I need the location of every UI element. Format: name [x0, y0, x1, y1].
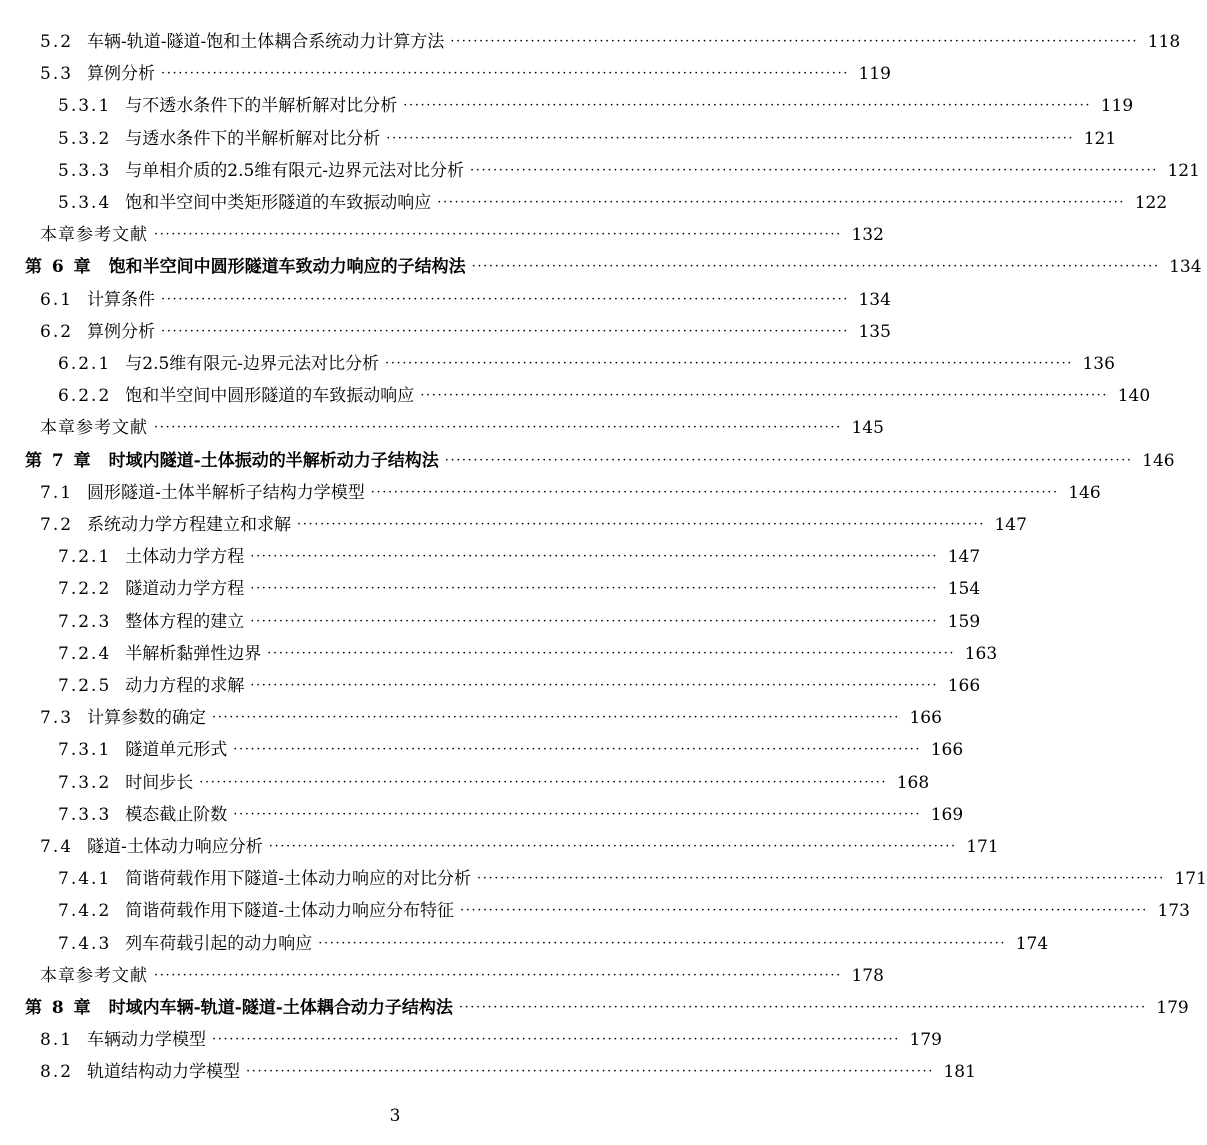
dot-leader: ························································································································: [460, 903, 1148, 919]
toc-section[interactable]: [0, 320, 891, 344]
toc-title: 与单相介质的2.5维有限元-边界元法对比分析: [125, 160, 465, 181]
toc-page: 121: [1083, 128, 1117, 149]
toc-title: 简谐荷载作用下隧道-土体动力响应的对比分析: [125, 869, 472, 890]
toc-number: 7.4.2: [58, 901, 112, 922]
toc-number: 7.4.3: [58, 933, 112, 954]
toc-page: 119: [1100, 96, 1134, 117]
toc-page: 122: [1134, 193, 1168, 213]
dot-leader: ························································································································: [250, 678, 939, 693]
toc-title: 本章参考文献: [40, 418, 148, 439]
toc-section[interactable]: [0, 1028, 942, 1052]
toc-page: 140: [1117, 386, 1151, 407]
page-number: 3: [389, 1106, 401, 1126]
toc-section[interactable]: [0, 867, 1207, 891]
toc-page: 136: [1082, 354, 1115, 374]
toc-page: 135: [858, 321, 891, 342]
toc-page: 168: [896, 772, 930, 793]
toc-number: 5.3.3: [58, 160, 112, 181]
toc-section[interactable]: [0, 674, 981, 698]
toc-number: 5.3.4: [58, 193, 112, 213]
toc-title: 饱和半空间中类矩形隧道的车致振动响应: [125, 193, 432, 213]
dot-leader: ························································································································: [246, 1064, 934, 1080]
toc-section[interactable]: [0, 835, 999, 859]
toc-page: 159: [947, 611, 981, 632]
dot-leader: ························································································································: [199, 774, 888, 790]
toc-title: 土体动力学方程: [125, 547, 245, 568]
toc-title: 简谐荷载作用下隧道-土体动力响应分布特征: [125, 901, 455, 922]
toc-title: 隧道动力学方程: [125, 579, 245, 600]
toc-chapter[interactable]: [0, 255, 1202, 279]
dot-leader: ························································································································: [267, 645, 956, 661]
toc-title: 隧道-土体动力响应分析: [87, 837, 263, 857]
toc-page: 181: [943, 1062, 976, 1083]
toc-page: 147: [994, 515, 1027, 535]
toc-chapter[interactable]: [0, 449, 1175, 473]
toc-number: 第 7 章: [25, 450, 93, 471]
toc-number: 7.3.2: [58, 772, 112, 793]
toc-section[interactable]: [0, 932, 1049, 956]
toc-page: 119: [858, 64, 891, 85]
dot-leader: ························································································································: [233, 742, 922, 758]
toc-number: 第 6 章: [25, 257, 93, 278]
dot-leader: ························································································································: [161, 323, 849, 339]
toc-title: 整体方程的建立: [125, 611, 245, 632]
toc-title: 隧道单元形式: [125, 740, 228, 761]
dot-leader: ························································································································: [212, 1032, 900, 1048]
dot-leader: ························································································································: [470, 162, 1158, 178]
toc-section[interactable]: [0, 62, 891, 86]
toc-title: 本章参考文献: [40, 225, 148, 246]
toc-number: 5.3.2: [58, 128, 112, 149]
toc-section[interactable]: [0, 706, 942, 730]
dot-leader: ························································································································: [297, 517, 985, 532]
toc-page: 174: [1015, 933, 1049, 954]
dot-leader: ························································································································: [250, 549, 939, 565]
toc-title: 模态截止阶数: [125, 804, 228, 825]
toc-title: 圆形隧道-土体半解析子结构力学模型: [87, 482, 365, 503]
dot-leader: ························································································································: [420, 388, 1109, 404]
toc-section[interactable]: [0, 384, 1151, 408]
toc-section[interactable]: [0, 191, 1168, 215]
toc-title: 计算参数的确定: [87, 708, 207, 729]
toc-page: 145: [851, 418, 884, 439]
toc-page: 171: [966, 837, 999, 857]
toc-page: 171: [1174, 869, 1207, 890]
toc-number: 7.3.1: [58, 740, 112, 761]
toc-title: 饱和半空间中圆形隧道的车致振动响应: [125, 386, 415, 407]
toc-references[interactable]: [0, 416, 884, 440]
dot-leader: ························································································································: [161, 66, 849, 82]
toc-page: 147: [947, 547, 981, 568]
toc-title: 与不透水条件下的半解析解对比分析: [125, 96, 398, 117]
toc-title: 轨道结构动力学模型: [87, 1062, 241, 1083]
dot-leader: ························································································································: [212, 710, 900, 726]
dot-leader: ························································································································: [318, 935, 1007, 951]
toc-title: 半解析黏弹性边界: [125, 643, 262, 664]
toc-title: 算例分析: [87, 64, 156, 85]
toc-section[interactable]: [0, 545, 981, 569]
toc-section[interactable]: [0, 1060, 976, 1084]
toc-page: 166: [909, 708, 942, 729]
toc-section[interactable]: [0, 513, 1027, 537]
toc-page: 146: [1068, 482, 1101, 503]
toc-section[interactable]: [0, 94, 1134, 118]
toc-title: 时域内隧道-土体振动的半解析动力子结构法: [108, 450, 439, 471]
dot-leader: ························································································································: [444, 452, 1133, 468]
toc-number: 7.1: [40, 482, 74, 503]
dot-leader: ························································································································: [154, 967, 842, 983]
toc-number: 7.2.3: [58, 611, 112, 632]
toc-title: 列车荷载引起的动力响应: [125, 933, 313, 954]
dot-leader: ························································································································: [161, 291, 849, 307]
toc-title: 系统动力学方程建立和求解: [87, 515, 292, 535]
toc-title: 时间步长: [125, 772, 194, 793]
toc-number: 5.3.1: [58, 96, 112, 117]
toc-page: 146: [1142, 450, 1175, 471]
toc-references[interactable]: [0, 223, 884, 247]
dot-leader: ························································································································: [250, 581, 939, 597]
toc-section[interactable]: [0, 610, 981, 634]
toc-page: 179: [909, 1030, 942, 1051]
toc-title: 算例分析: [87, 321, 156, 342]
toc-page: 173: [1157, 901, 1190, 922]
dot-leader: ························································································································: [458, 1000, 1147, 1015]
toc-title: 饱和半空间中圆形隧道车致动力响应的子结构法: [108, 257, 466, 278]
dot-leader: ························································································································: [250, 613, 939, 629]
toc-section[interactable]: [0, 577, 981, 601]
toc-page: 178: [851, 965, 884, 986]
toc-page: 121: [1167, 160, 1200, 181]
toc-page: 166: [947, 676, 981, 696]
toc-section[interactable]: [0, 288, 891, 312]
toc-title: 车辆动力学模型: [87, 1030, 207, 1051]
toc-title: 车辆-轨道-隧道-饱和土体耦合系统动力计算方法: [87, 32, 445, 52]
toc-number: 7.2.5: [58, 676, 112, 696]
toc-number: 6.2.1: [58, 354, 112, 374]
toc-section[interactable]: [0, 159, 1200, 183]
toc-number: 6.2: [40, 321, 74, 342]
toc-title: 动力方程的求解: [125, 676, 245, 696]
toc-chapter[interactable]: [0, 996, 1189, 1020]
dot-leader: ························································································································: [437, 195, 1126, 210]
toc-number: 第 8 章: [25, 998, 93, 1018]
dot-leader: ························································································································: [370, 484, 1059, 500]
dot-leader: ························································································································: [154, 227, 842, 243]
toc-page: 134: [858, 289, 891, 310]
dot-leader: ························································································································: [471, 259, 1160, 275]
toc-number: 5.2: [40, 32, 74, 52]
toc-section[interactable]: [0, 738, 964, 762]
toc-number: 6.2.2: [58, 386, 112, 407]
toc-number: 7.4: [40, 837, 74, 857]
toc-section[interactable]: [0, 127, 1117, 151]
toc-references[interactable]: [0, 964, 884, 988]
toc-number: 7.2.2: [58, 579, 112, 600]
dot-leader: ························································································································: [403, 98, 1092, 114]
toc-number: 7.2.1: [58, 547, 112, 568]
toc-number: 7.2.4: [58, 643, 112, 664]
toc-number: 8.2: [40, 1062, 74, 1083]
toc-section[interactable]: [0, 352, 1115, 376]
dot-leader: ························································································································: [154, 420, 842, 436]
toc-number: 8.1: [40, 1030, 74, 1051]
toc-title: 本章参考文献: [40, 965, 148, 986]
toc-number: 7.2: [40, 515, 74, 535]
dot-leader: ························································································································: [233, 806, 922, 822]
toc-page: 154: [947, 579, 981, 600]
toc-title: 与透水条件下的半解析解对比分析: [125, 128, 381, 149]
toc-number: 7.3.3: [58, 804, 112, 825]
dot-leader: ························································································································: [268, 839, 957, 854]
toc-section[interactable]: [0, 803, 964, 827]
toc-page: 163: [964, 643, 998, 664]
dot-leader: ························································································································: [450, 34, 1139, 49]
toc-page: 134: [1169, 257, 1202, 278]
toc-page: 179: [1156, 998, 1189, 1018]
toc-page: 169: [930, 804, 964, 825]
toc-section[interactable]: [0, 30, 1181, 54]
toc-page: 166: [930, 740, 964, 761]
toc-number: 6.1: [40, 289, 74, 310]
dot-leader: ························································································································: [386, 130, 1075, 146]
toc-title: 时域内车辆-轨道-隧道-土体耦合动力子结构法: [108, 998, 453, 1018]
toc-section[interactable]: [0, 481, 1101, 505]
toc-page: 118: [1147, 32, 1181, 52]
toc-number: 5.3: [40, 64, 74, 85]
toc-section[interactable]: [0, 642, 998, 666]
toc-section[interactable]: [0, 771, 930, 795]
toc-number: 7.4.1: [58, 869, 112, 890]
dot-leader: ························································································································: [385, 356, 1073, 371]
dot-leader: ························································································································: [477, 871, 1165, 887]
toc-number: 7.3: [40, 708, 74, 729]
toc-section[interactable]: [0, 899, 1190, 923]
toc-title: 与2.5维有限元-边界元法对比分析: [125, 354, 380, 374]
toc-title: 计算条件: [87, 289, 156, 310]
toc-page: 132: [851, 225, 884, 246]
